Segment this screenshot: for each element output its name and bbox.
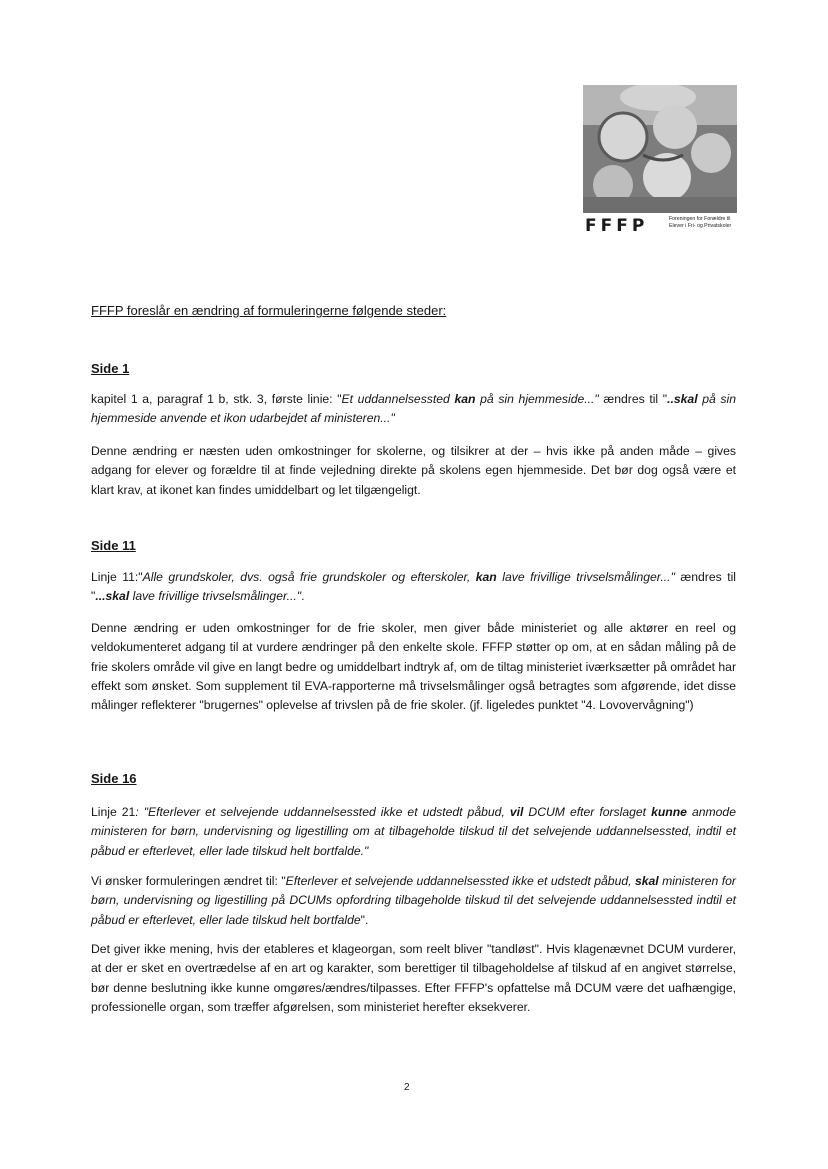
section-title-side-11: Side 11 [91,538,136,553]
children-photo [583,85,737,213]
side16-paragraph-3: Det giver ikke mening, hvis der etableres et klageorgan, som reelt bliver "tandløst". Hvis klagenævnet DCUM vurderer, at der er sket en overtrædelse af en art og karakter, som berettiger til tilbageholdelse af tilskud af en angivet størrelse, bør denne beslutning ikke kunne omgøres/ændres/tilpasses. Efter FFFP's opfattelse må DCUM være det uafhængige, professionelle organ, som træffer afgørelsen, som ministeriet herefter eksekverer. [91,942,736,1014]
document-heading: FFFP foreslår en ændring af formuleringerne følgende steder: [91,303,447,318]
side11-paragraph-1: Linje 11:"Alle grundskoler, dvs. også frie grundskoler og efterskoler, kan lave frivillige trivselsmålinger..." ændres til "...skal lave frivillige trivselsmålinger...". [91,570,736,604]
side1-paragraph-2: Denne ændring er næsten uden omkostninger for skolerne, og tilsikrer at der – hvis ikke på anden måde – gives adgang for elever og forældre til at finde vejledning direkte på skolens egen hjemmeside. Det bør dog også være et klart krav, at ikonet kan findes umiddelbart og let tilgængeligt. [91,444,736,497]
side16-paragraph-2: Vi ønsker formuleringen ændret til: "Efterlever et selvejende uddannelsessted ikke et udstedt påbud, skal ministeren for børn, undervisning og ligestilling på DCUMs opfordring tilbageholde tilskud til det selvejende uddannelsessted indtil et påbud er efterlevet, eller lade tilskud helt bortfalde". [91,874,736,927]
side16-paragraph-1: Linje 21: "Efterlever et selvejende uddannelsessted ikke et udstedt påbud, vil DCUM efter forslaget kunne anmode ministeren for børn, undervisning og ligestilling om at tilbageholde tilskud til det selvejende uddannelsessted, indtil et påbud er efterlevet, eller lade tilskud helt bortfalde." [91,805,736,858]
section-title-side-1: Side 1 [91,361,130,376]
section-title-side-16: Side 16 [91,771,137,786]
logo-tagline-line-1: Foreningen for Forældre til [669,216,731,222]
side11-paragraph-2: Denne ændring er uden omkostninger for de frie skoler, men giver både ministeriet og alle aktører en reel og veldokumenteret adgang til at vurdere ændringer på den enkelte skole. FFFP støtter op om, at en sådan måling på de frie skolers område vil give en langt bedre og umiddelbart indtryk af, om de tiltag ministeriet iværksætter på området har effekt som ønsket. Som supplement til EVA-rapporterne må trivselsmålinger også betragtes som afgørende, idet disse målinger reflekterer "brugernes" oplevelse af trivslen på de frie skoler. (jf. ligeledes punktet "4. Lovovervågning") [91,621,736,713]
logo-tagline [669,216,739,230]
logo-letters: FFFP [585,216,649,236]
logo-tagline-line-2: Elever i Fri- og Privatskoler [669,223,732,229]
side1-paragraph-1: kapitel 1 a, paragraf 1 b, stk. 3, første linie: "Et uddannelsessted kan på sin hjemmeside..." ændres til "..skal på sin hjemmeside anvende et ikon udarbejdet af ministeren..." [91,392,737,426]
page-number: 2 [404,1082,410,1093]
fffp-logo [583,85,737,240]
